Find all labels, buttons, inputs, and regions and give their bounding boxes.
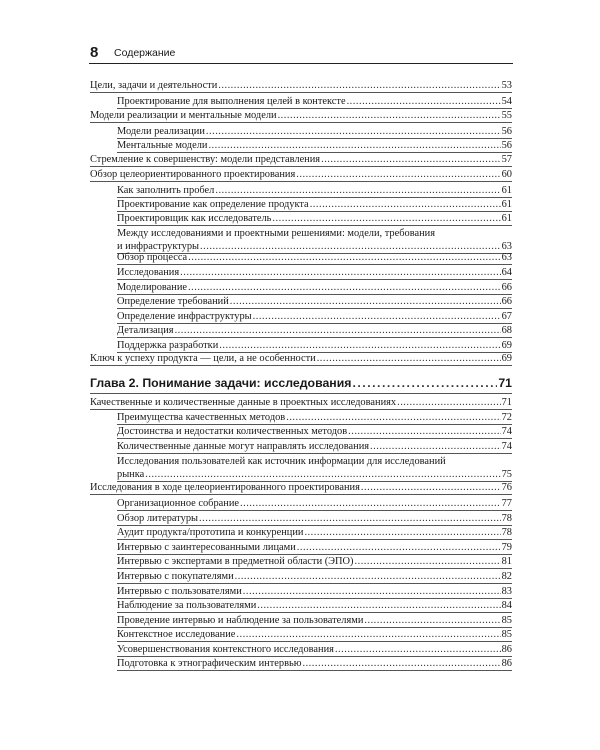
toc-entry-page: 64 — [501, 267, 512, 278]
toc-entry-title: Модели реализации и ментальные модели — [90, 110, 277, 121]
toc-entry[interactable] — [117, 281, 512, 295]
chapter-heading[interactable] — [90, 375, 512, 394]
dot-leader — [253, 310, 501, 323]
toc-entry-page: 85 — [501, 615, 512, 626]
toc-entry-title: Обзор литературы — [117, 513, 199, 524]
chapter-page: 71 — [498, 376, 512, 390]
toc-entry-title: и инфраструктуры — [117, 241, 200, 252]
toc-entry-title: Моделирование — [117, 282, 188, 293]
toc-entry[interactable] — [90, 168, 512, 182]
toc-entry[interactable] — [117, 95, 512, 109]
toc-entry-page: 68 — [501, 325, 512, 336]
toc-entry-page: 56 — [501, 140, 512, 151]
chapter-title: Глава 2. Понимание задачи: исследования — [90, 376, 352, 390]
dot-leader — [175, 324, 501, 337]
toc-entry-page: 82 — [501, 571, 512, 582]
toc-entry[interactable] — [90, 153, 512, 167]
dot-leader — [215, 184, 500, 197]
dot-leader — [145, 468, 500, 481]
dot-leader — [188, 251, 500, 264]
toc-entry-title: Интервью с пользователями — [117, 586, 242, 597]
toc-entry-page: 54 — [501, 96, 512, 107]
dot-leader — [272, 212, 500, 225]
dot-leader — [257, 599, 500, 612]
toc-entry[interactable] — [117, 411, 512, 425]
dot-leader — [236, 628, 500, 641]
toc-entry[interactable] — [90, 109, 512, 123]
toc-entry-page: 61 — [501, 213, 512, 224]
toc-entry[interactable] — [117, 125, 512, 139]
toc-entry[interactable] — [117, 339, 512, 353]
toc-entry-page: 67 — [501, 311, 512, 322]
dot-leader — [335, 643, 501, 656]
toc-entry-title: Наблюдение за пользователями — [117, 600, 257, 611]
toc-entry-title: Усовершенствования контекстного исследования — [117, 644, 334, 655]
toc-entry[interactable] — [90, 396, 512, 410]
toc-entry-title: Преимущества качественных методов — [117, 412, 286, 423]
toc-entry[interactable] — [117, 310, 512, 324]
toc-entry-title: Детализация — [117, 325, 174, 336]
dot-leader — [219, 339, 500, 352]
dot-leader — [240, 497, 501, 510]
toc-entry[interactable] — [117, 227, 512, 254]
toc-entry-title: Интервью с экспертами в предметной области (ЭПО) — [117, 556, 354, 567]
dot-leader — [235, 570, 501, 583]
toc-entry[interactable] — [90, 352, 512, 366]
toc-entry-page: 74 — [501, 426, 512, 437]
dot-leader — [206, 125, 501, 138]
toc-entry[interactable] — [117, 184, 512, 198]
toc-entry-title: Определение инфраструктуры — [117, 311, 252, 322]
toc-entry-title: Организационное собрание — [117, 498, 240, 509]
toc-entry-title: Модели реализации — [117, 126, 205, 137]
dot-leader — [347, 95, 501, 108]
toc-entry-title: Цели, задачи и деятельности — [90, 80, 218, 91]
toc-entry-title: Между исследованиями и проектными решениями: модели, требования — [117, 228, 435, 239]
toc-entry[interactable] — [117, 526, 512, 540]
toc-entry-page: 83 — [501, 586, 512, 597]
toc-entry-title: Проектирование для выполнения целей в контексте — [117, 96, 346, 107]
dot-leader — [352, 375, 497, 391]
toc-entry-title: Обзор целеориентированного проектирования — [90, 169, 296, 180]
toc-entry-page: 66 — [501, 296, 512, 307]
toc-entry-title: Количественные данные могут направлять исследования — [117, 441, 370, 452]
toc-entry-title: Достоинства и недостатки количественных методов — [117, 426, 348, 437]
toc-entry-title: Ментальные модели — [117, 140, 208, 151]
toc-entry-title: Как заполнить пробел — [117, 185, 215, 196]
toc-entry[interactable] — [117, 198, 512, 212]
dot-leader — [180, 266, 500, 279]
toc-entry[interactable] — [117, 570, 512, 584]
toc-entry-page: 53 — [501, 80, 512, 91]
dot-leader — [355, 555, 501, 568]
toc-entry-page: 69 — [501, 353, 512, 364]
dot-leader — [199, 512, 501, 525]
toc-entry-page: 61 — [501, 199, 512, 210]
dot-leader — [208, 139, 500, 152]
dot-leader — [302, 657, 500, 670]
dot-leader — [278, 109, 501, 122]
toc-entry-page: 78 — [501, 513, 512, 524]
toc-entry-page: 69 — [501, 340, 512, 351]
toc-entry[interactable] — [117, 599, 512, 613]
toc-entry[interactable] — [117, 512, 512, 526]
dot-leader — [188, 281, 501, 294]
toc-entry[interactable] — [117, 324, 512, 338]
toc-entry-page: 81 — [501, 556, 512, 567]
toc-entry-title: Ключ к успеху продукта — цели, а не особенности — [90, 353, 316, 364]
toc-entry-page: 63 — [501, 241, 512, 252]
toc-entry-title: Поддержка разработки — [117, 340, 219, 351]
toc-entry-page: 71 — [501, 397, 512, 408]
toc-entry-title: Интервью с покупателями — [117, 571, 234, 582]
dot-leader — [297, 541, 501, 554]
toc-entry[interactable] — [117, 455, 512, 482]
toc-entry[interactable] — [117, 212, 512, 226]
toc-entry-page: 60 — [501, 169, 512, 180]
page-header — [89, 44, 513, 64]
toc-entry-page: 75 — [501, 469, 512, 480]
toc-entry-page: 74 — [501, 441, 512, 452]
toc-entry-page: 86 — [501, 644, 512, 655]
toc-entry-page: 61 — [501, 185, 512, 196]
running-title: Содержание — [114, 47, 176, 59]
dot-leader — [364, 614, 500, 627]
page-number: 8 — [90, 44, 99, 61]
toc-entry-page: 66 — [501, 282, 512, 293]
toc-entry[interactable] — [117, 295, 512, 309]
toc-entry-page: 63 — [501, 252, 512, 263]
dot-leader — [317, 352, 501, 365]
toc-entry-title: Исследования пользователей как источник информации для исследований — [117, 456, 446, 467]
toc-entry[interactable] — [117, 657, 512, 671]
toc-entry-page: 85 — [501, 629, 512, 640]
toc-entry-title: Исследования — [117, 267, 180, 278]
toc-entry-page: 55 — [501, 110, 512, 121]
toc-entry[interactable] — [117, 541, 512, 555]
toc-entry-title: Обзор процесса — [117, 252, 188, 263]
toc-entry-title: Проведение интервью и наблюдение за пользователями — [117, 615, 364, 626]
toc-entry-title: Исследования в ходе целеориентированного проектирования — [90, 482, 360, 493]
toc-entry-title: Качественные и количественные данные в проектных исследованиях — [90, 397, 397, 408]
toc-entry[interactable] — [117, 585, 512, 599]
toc-entry[interactable] — [117, 266, 512, 280]
toc-entry-title: Определение требований — [117, 296, 229, 307]
toc-entry[interactable] — [117, 614, 512, 628]
toc-entry[interactable] — [117, 440, 512, 454]
toc-entry-page: 76 — [501, 482, 512, 493]
dot-leader — [286, 411, 500, 424]
toc-entry-page: 79 — [501, 542, 512, 553]
toc-entry-page: 86 — [501, 658, 512, 669]
toc-entry-page: 72 — [501, 412, 512, 423]
dot-leader — [230, 295, 501, 308]
toc-entry-title: Контекстное исследование — [117, 629, 236, 640]
dot-leader — [243, 585, 501, 598]
dot-leader — [348, 425, 500, 438]
toc-entry[interactable] — [117, 139, 512, 153]
dot-leader — [304, 526, 500, 539]
toc-entry[interactable] — [90, 481, 512, 495]
toc-entry-page: 57 — [501, 154, 512, 165]
toc-entry[interactable] — [117, 251, 512, 265]
dot-leader — [361, 481, 501, 494]
toc-entry[interactable] — [117, 643, 512, 657]
toc-entry[interactable] — [90, 79, 512, 93]
dot-leader — [218, 79, 500, 92]
toc-entry-page: 56 — [501, 126, 512, 137]
dot-leader — [296, 168, 500, 181]
toc-entry-title: рынка — [117, 469, 145, 480]
toc-entry[interactable] — [117, 555, 512, 569]
toc-entry-title: Аудит продукта/прототипа и конкуренции — [117, 527, 304, 538]
toc-entry-title: Стремление к совершенству: модели представления — [90, 154, 321, 165]
toc-entry[interactable] — [117, 628, 512, 642]
dot-leader — [370, 440, 501, 453]
toc-entry-title: Интервью с заинтересованными лицами — [117, 542, 296, 553]
dot-leader — [397, 396, 501, 409]
toc-entry[interactable] — [117, 425, 512, 439]
toc-entry[interactable] — [117, 497, 512, 511]
dot-leader — [310, 198, 501, 211]
toc-entry-title: Проектирование как определение продукта — [117, 199, 309, 210]
toc-entry-page: 84 — [501, 600, 512, 611]
toc-entry-page: 78 — [501, 527, 512, 538]
toc-entry-page: 77 — [501, 498, 512, 509]
dot-leader — [321, 153, 501, 166]
toc-entry-title: Проектировщик как исследователь — [117, 213, 272, 224]
toc-entry-title: Подготовка к этнографическим интервью — [117, 658, 302, 669]
